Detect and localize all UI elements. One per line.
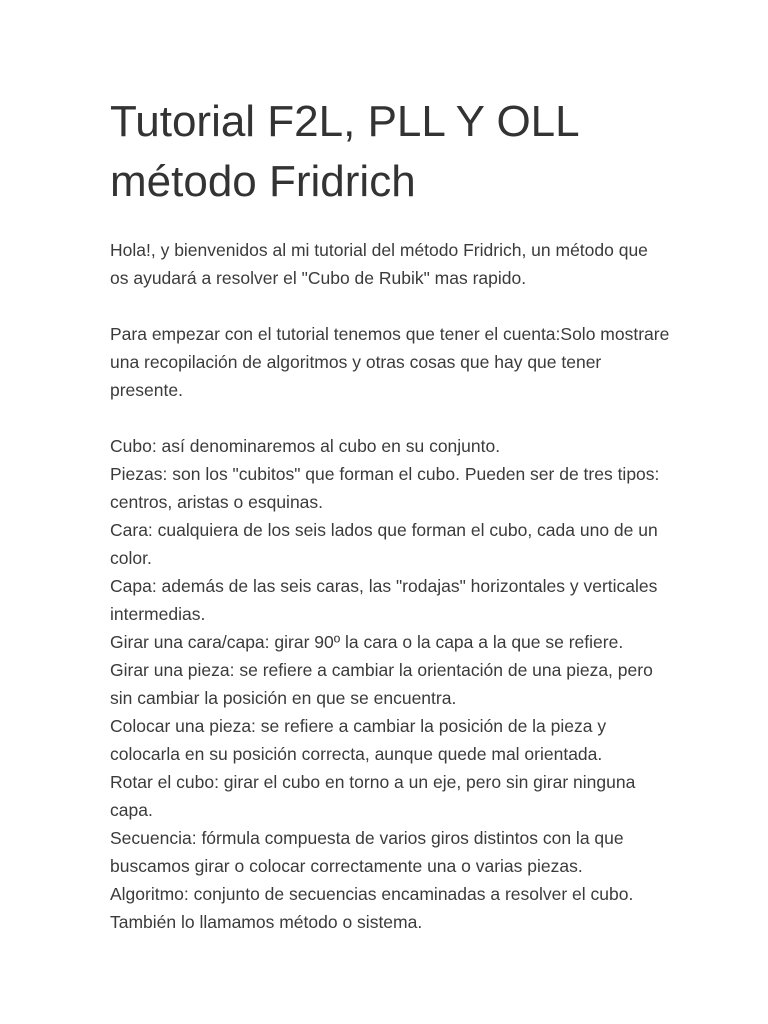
intro-paragraph: Hola!, y bienvenidos al mi tutorial del método Fridrich, un método que os ayudará a resolver el "Cubo de Rubik" mas rapido. (110, 240, 648, 288)
note-paragraph: Para empezar con el tutorial tenemos que tener el cuenta:Solo mostrare una recopilación de algoritmos y otras cosas que hay que tener presente. (110, 324, 670, 400)
document-title: Tutorial F2L, PLL Y OLL método Fridrich (110, 97, 578, 206)
definition-item: Colocar una pieza: se refiere a cambiar la posición de la pieza y colocarla en su posición correcta, aunque quede mal orientada. (110, 716, 607, 764)
definition-item: Piezas: son los "cubitos" que forman el cubo. Pueden ser de tres tipos: centros, aristas o esquinas. (110, 464, 660, 512)
definition-item: Cubo: así denominaremos al cubo en su conjunto. (110, 436, 501, 456)
definition-item: Rotar el cubo: girar el cubo en torno a un eje, pero sin girar ninguna capa. (110, 772, 636, 820)
definition-item: Algoritmo: conjunto de secuencias encaminadas a resolver el cubo. También lo llamamos método o sistema. (110, 884, 634, 932)
document-page (110, 92, 670, 936)
definitions-list (110, 432, 670, 936)
definition-item: Cara: cualquiera de los seis lados que forman el cubo, cada uno de un color. (110, 520, 658, 568)
definition-item: Secuencia: fórmula compuesta de varios giros distintos con la que buscamos girar o colocar correctamente una o varias piezas. (110, 828, 624, 876)
definition-item: Capa: además de las seis caras, las "rodajas" horizontales y verticales intermedias. (110, 576, 658, 624)
definition-item: Girar una cara/capa: girar 90º la cara o la capa a la que se refiere. (110, 632, 624, 652)
definition-item: Girar una pieza: se refiere a cambiar la orientación de una pieza, pero sin cambiar la posición en que se encuentra. (110, 660, 653, 708)
